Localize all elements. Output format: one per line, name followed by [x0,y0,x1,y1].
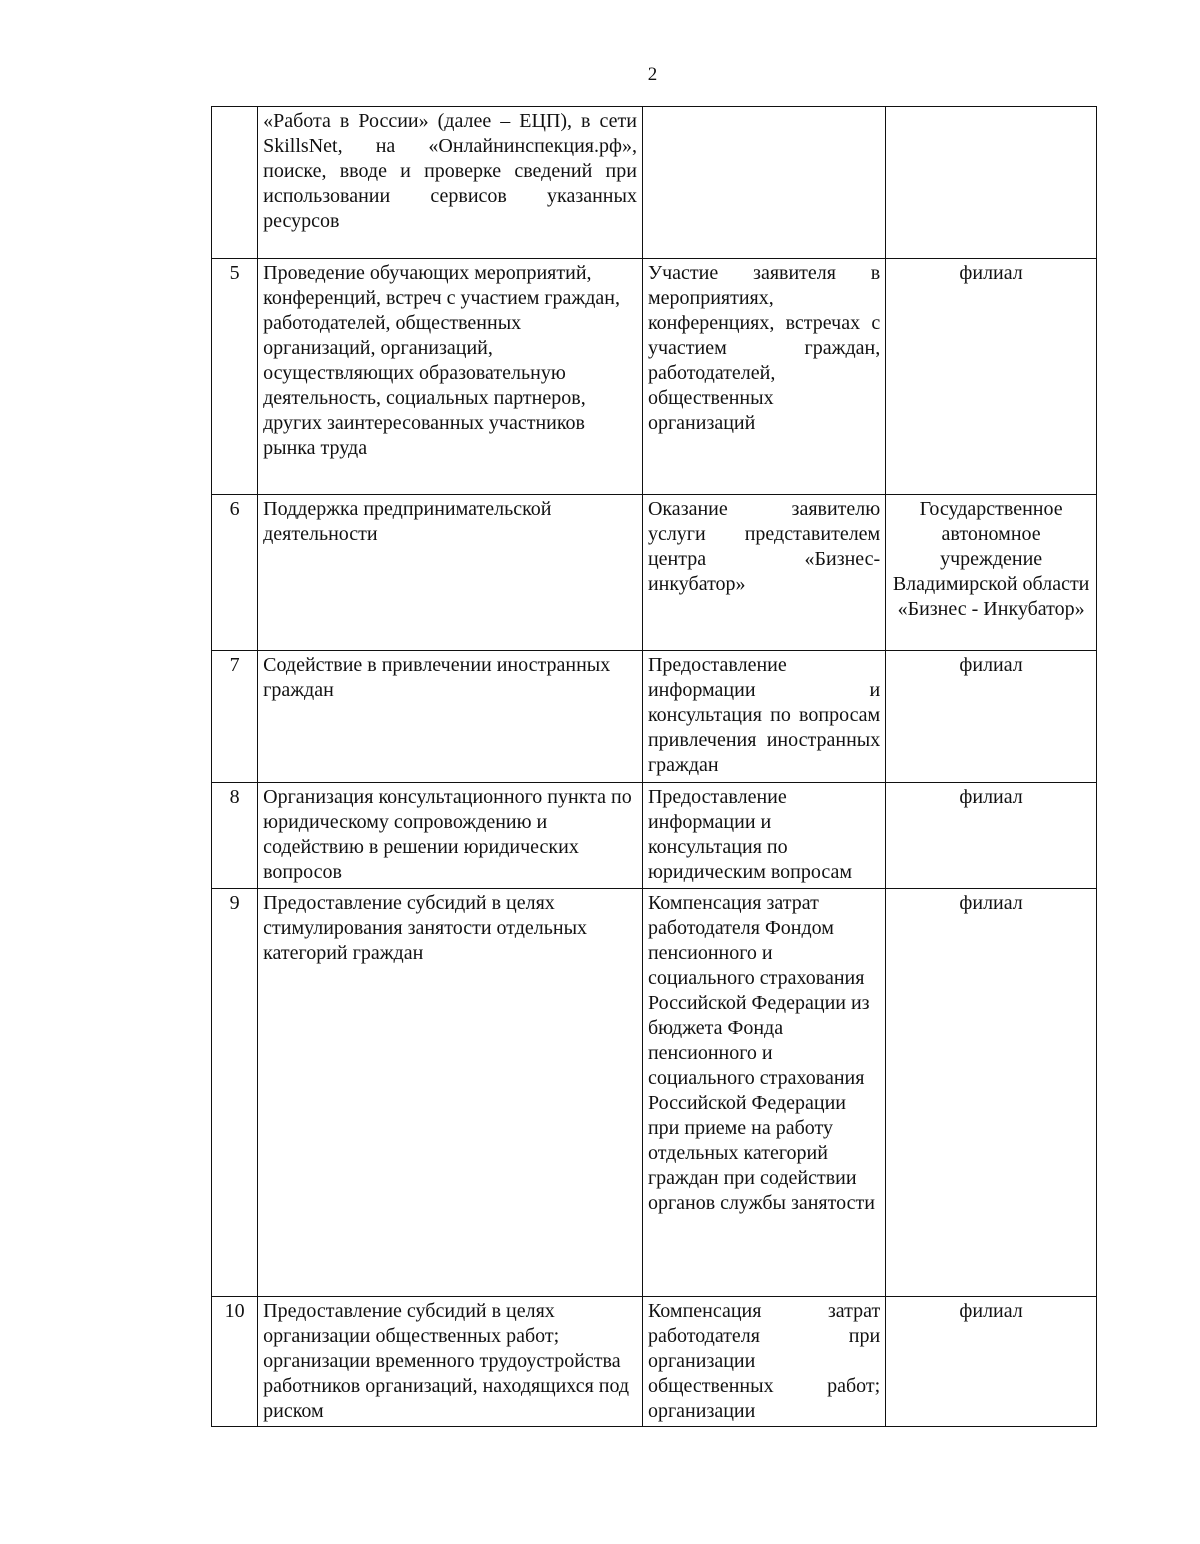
service-name: «Работа в России» (далее – ЕЦП), в сети SkillsNet, на «Онлайнинспекция.рф», поиске, вводе и проверке сведений при использовании сервисов указанных ресурсов [258,107,643,259]
service-name: Проведение обучающих мероприятий, конференций, встреч с участием граждан, работодателей, общественных организаций, организаций, осуществляющих образовательную деятельность, социальных партнеров, других заинтересованных участников рынка труда [258,259,643,495]
service-executor: филиал [886,1297,1097,1427]
service-description: Оказание заявителю услуги представителем центра «Бизнес-инкубатор» [642,495,885,651]
service-description: Участие заявителя в мероприятиях, конференциях, встречах с участием граждан, работодателей, общественных организаций [642,259,885,495]
service-name: Поддержка предпринимательской деятельности [258,495,643,651]
service-name: Организация консультационного пункта по юридическому сопровождению и содействию в решении юридических вопросов [258,783,643,889]
service-description: Предоставление информации и консультация по юридическим вопросам [642,783,885,889]
row-number: 5 [212,259,258,495]
service-description: Компенсация затрат работодателя при организации общественных работ; организации [642,1297,885,1427]
service-name: Предоставление субсидий в целях стимулирования занятости отдельных категорий граждан [258,889,643,1297]
table-row [212,259,1097,495]
service-executor: филиал [886,783,1097,889]
row-number: 8 [212,783,258,889]
table-row [212,889,1097,1297]
service-executor: филиал [886,889,1097,1297]
page-number: 2 [647,64,658,85]
row-number [212,107,258,259]
service-name: Содействие в привлечении иностранных граждан [258,651,643,783]
row-number: 6 [212,495,258,651]
service-description: Предоставление информации и консультация по вопросам привлечения иностранных граждан [642,651,885,783]
service-name: Предоставление субсидий в целях организации общественных работ; организации временного трудоустройства работников организаций, находящихся под риском [258,1297,643,1427]
service-executor: филиал [886,259,1097,495]
table-row [212,107,1097,259]
table-row [212,783,1097,889]
services-table [211,106,1097,1427]
service-executor: филиал [886,651,1097,783]
row-number: 7 [212,651,258,783]
row-number: 10 [212,1297,258,1427]
row-number: 9 [212,889,258,1297]
table-row [212,651,1097,783]
table-row [212,495,1097,651]
service-description: Компенсация затрат работодателя Фондом пенсионного и социального страхования Российской Федерации из бюджета Фонда пенсионного и социального страхования Российской Федерации при приеме на работу отдельных категорий граждан при содействии органов службы занятости [642,889,885,1297]
service-executor: Государственное автономное учреждение Владимирской области «Бизнес - Инкубатор» [886,495,1097,651]
service-description [642,107,885,259]
table-row [212,1297,1097,1427]
service-executor [886,107,1097,259]
